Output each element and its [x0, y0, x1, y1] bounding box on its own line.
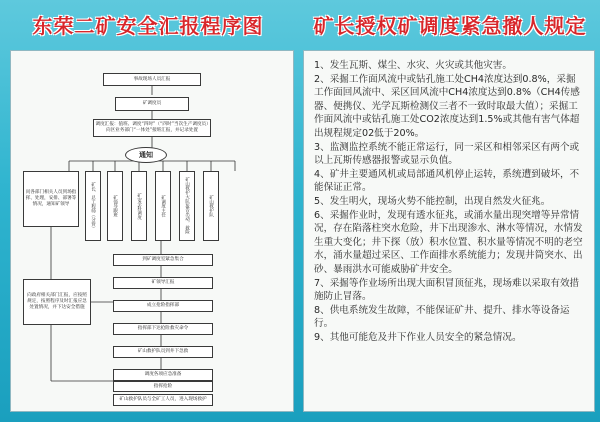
flow-branch-rescue-team: 矿山救护队 — [203, 171, 219, 241]
flow-step-command-order: 指挥部下达抢险救灾命令 — [113, 323, 213, 335]
flow-step-final-rescue: 矿山救护队员与全矿工人员，进入现场救护 — [113, 394, 213, 406]
rule-item: 8、供电系统发生故障，不能保证矿井、提升、排水等设备运行。 — [314, 304, 570, 330]
flow-branch-mine-director: 矿长、总工程师（分管） — [85, 171, 101, 241]
flow-branch-safety-dispatch: 矿安全科调度 — [131, 171, 147, 241]
flow-branch-rescue-brigade: 矿山救护大队报告出动，救险 — [179, 171, 195, 241]
flow-branch-dispatch-director: 矿调度主任 — [155, 171, 171, 241]
rule-item: 3、监测监控系统不能正常运行，同一采区和相邻采区有两个或以上瓦斯传感器报警或显示负值。 — [314, 141, 580, 167]
rule-item: 5、发生明火，现场火势不能控制，出现自然发火征兆。 — [314, 195, 551, 207]
rule-item: 2、采掘工作面风流中或钻孔施工处CH4浓度达到0.8%，采掘工作面回风流中、采区回风流中CH4浓度达到0.8%（CH4传感器、便携仪、光学瓦斯检测仪三者不一致时取最大值）；采掘工作面风流中或钻孔施工处CO2浓度达到1.5%或其他有害气体超出规程规定02低于20%。 — [314, 73, 580, 139]
flow-step-assemble: 到矿调度室紧急集合 — [113, 254, 213, 266]
left-panel-title: 东荣二矿安全汇报程序图 — [32, 14, 264, 38]
flow-step-dispatcher: 矿调度员 — [115, 97, 189, 111]
flow-notify-node: 通知 — [125, 147, 167, 163]
rule-item: 1、发生瓦斯、煤尘、水灾、火灾或其他灾害。 — [314, 60, 512, 71]
rule-item: 6、采掘作业时，发现有透水征兆，或涌水量出现突增等异常情况，存在陷落柱突水危险，井下出现渗水、淋水等情况，水情发生重大变化；井下探（放）积水位置、积水量等情况不明的老空水，涌水量超过采区、工作面排水系统能力；发现井筒突水、出砂、暴雨洪水可能威胁矿井安全。 — [314, 209, 583, 275]
flow-step-command-rescue: 指挥抢险 — [113, 381, 213, 392]
flowchart-board — [10, 50, 294, 412]
flow-step-rescue-underground: 矿山救护队员到井下急救 — [113, 346, 213, 358]
flow-step-leader-report: 矿领导汇报 — [113, 277, 213, 289]
flow-step-accident-staff: 事故现场人员汇报 — [103, 73, 201, 86]
rule-item: 4、矿井主要通风机或局部通风机停止运转，系统遭到破坏，不能保证正常。 — [314, 168, 580, 194]
flow-step-report-line: 调度汇报：值班、调度“四时”（“四时”当次生产调度员）向区业务部门“一体处”接班汇报，并记录处置 — [93, 119, 211, 137]
rules-board — [303, 50, 595, 412]
flow-side-note-government: 向政府相关部门汇报，应按照规定，按照程序及时汇报应急处置情况，并下达安全措施 — [23, 279, 91, 325]
flow-step-emergency-prep: 调度各项应急准备 — [113, 369, 213, 381]
rule-item: 7、采掘等作业场所出现大面积冒顶征兆，现场难以采取有效措施防止冒落。 — [314, 277, 580, 303]
evacuation-rules-list — [314, 59, 584, 344]
flow-branch-leader-shift: 矿领导跟班 — [107, 171, 123, 241]
flow-branch-departments: 问各部门相关人员到场指挥、处理，安排、部署等情况，通知矿领导 — [23, 171, 79, 227]
flow-step-command-center: 成立抢险指挥部 — [113, 300, 213, 312]
right-panel-title: 矿长授权矿调度紧急撤人规定 — [313, 14, 587, 38]
rule-item: 9、其他可能危及井下作业人员安全的紧急情况。 — [314, 331, 522, 343]
